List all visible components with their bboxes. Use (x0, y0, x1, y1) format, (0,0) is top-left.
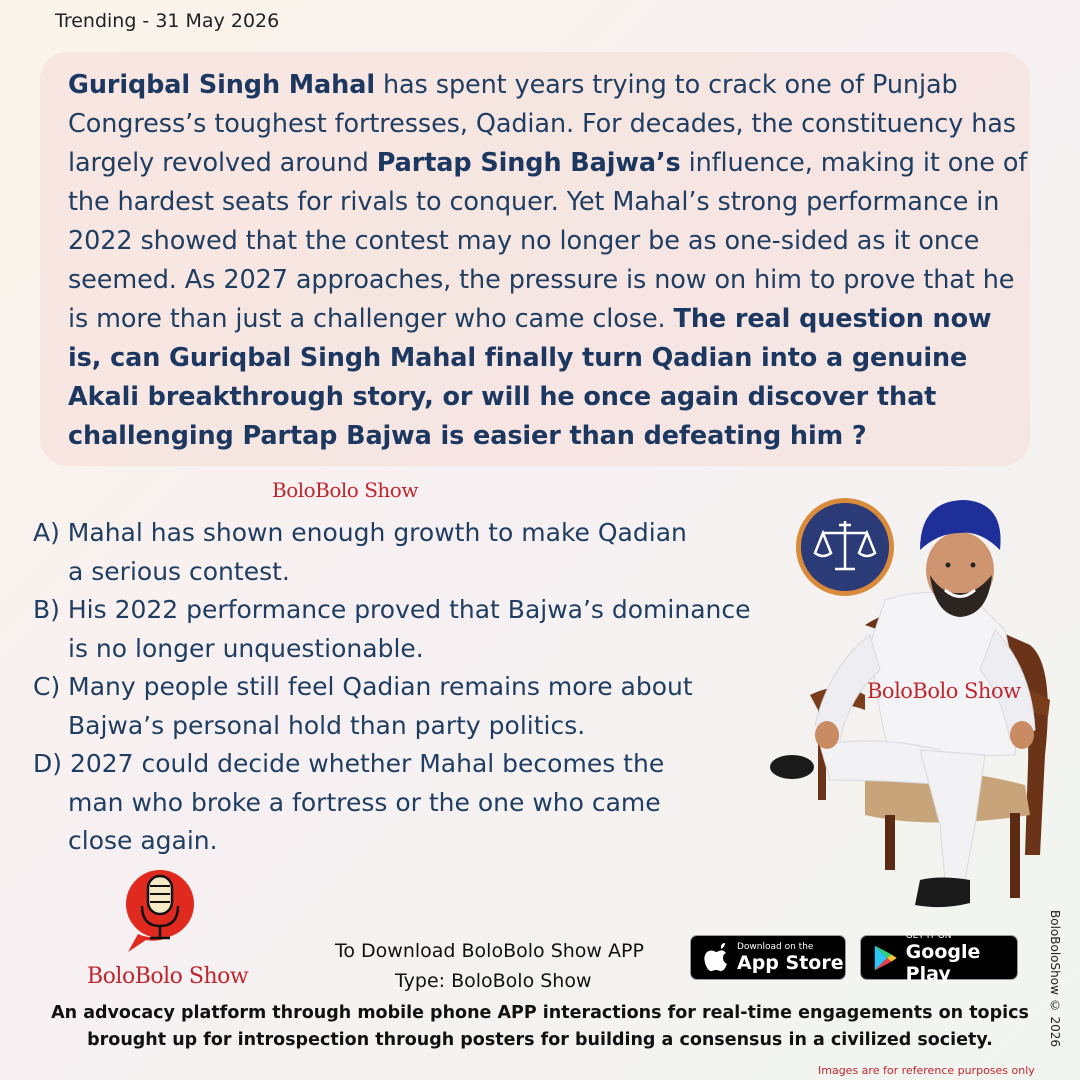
copyright-text: BoloBoloShow © 2026 (1048, 910, 1062, 1048)
option-d-line2: man who broke a fortress or the one who came (68, 787, 661, 817)
option-a-line2: a serious contest. (68, 556, 290, 586)
apple-icon (703, 943, 729, 973)
app-store-small-text: Download on the (737, 941, 814, 952)
option-d[interactable] (33, 745, 813, 861)
option-b-line2: is no longer unquestionable. (68, 633, 424, 663)
app-store-label: App Store (737, 951, 844, 974)
microphone-logo-icon (120, 866, 200, 958)
scales-of-justice-icon (796, 498, 894, 596)
google-play-button[interactable] (860, 930, 1018, 985)
paragraph-text-2: influence, making it one of the hardest seats for rivals to conquer. Yet Mahal’s strong performance in 2022 showed that the contest may no longer be as one-sided as it once seemed. As 2027 approaches, the pressure is now on him to prove that he is more than just a challenger who came close. (68, 148, 1028, 334)
trending-date: Trending - 31 May 2026 (55, 10, 280, 32)
app-store-button[interactable] (690, 935, 846, 980)
footer-line1: An advocacy platform through mobile phone APP interactions for real-time engagements on topics (51, 1003, 1029, 1023)
google-play-small-text: GET IT ON (905, 930, 952, 941)
article-paragraph (68, 66, 1028, 456)
option-d-line3: close again. (68, 826, 218, 855)
reference-note: Images are for reference purposes only (818, 1064, 1035, 1077)
brand-label-person: BoloBolo Show (867, 679, 1021, 703)
option-a[interactable] (33, 514, 813, 591)
person-name-mahal: Guriqbal Singh Mahal (68, 70, 375, 100)
download-instruction: To Download BoloBolo Show APP (335, 940, 644, 962)
google-play-label: Google Play (905, 940, 981, 985)
paragraph-text-1: has spent years trying to crack one of Punjab Congress’s toughest fortresses, Qadian. For decades, the constituency has largely revolved around (68, 70, 1016, 178)
brand-label-top: BoloBolo Show (272, 478, 418, 502)
option-b-line1: B) His 2022 performance proved that Bajwa’s dominance (33, 595, 751, 624)
footer-line2: brought up for introspection through posters for building a consensus in a civilized society. (87, 1030, 993, 1050)
option-c-line1: C) Many people still feel Qadian remains more about (33, 672, 693, 701)
download-type-instruction: Type: BoloBolo Show (395, 970, 592, 992)
option-c-line2: Bajwa’s personal hold than party politics. (68, 710, 586, 740)
footer-mission (35, 1000, 1045, 1054)
article-question: The real question now is, can Guriqbal Singh Mahal finally turn Qadian into a genuine Akali breakthrough story, or will he once again discover that challenging Partap Bajwa is easier than defeating him ? (68, 304, 992, 451)
option-c[interactable] (33, 668, 813, 745)
poll-options (33, 514, 813, 861)
brand-label-bottom: BoloBolo Show (87, 964, 249, 989)
option-a-line1: A) Mahal has shown enough growth to make Qadian (33, 518, 687, 547)
option-d-line1: D) 2027 could decide whether Mahal becomes the (33, 749, 665, 778)
google-play-icon (873, 943, 898, 973)
option-b[interactable] (33, 591, 813, 668)
person-name-bajwa: Partap Singh Bajwa’s (376, 148, 681, 178)
